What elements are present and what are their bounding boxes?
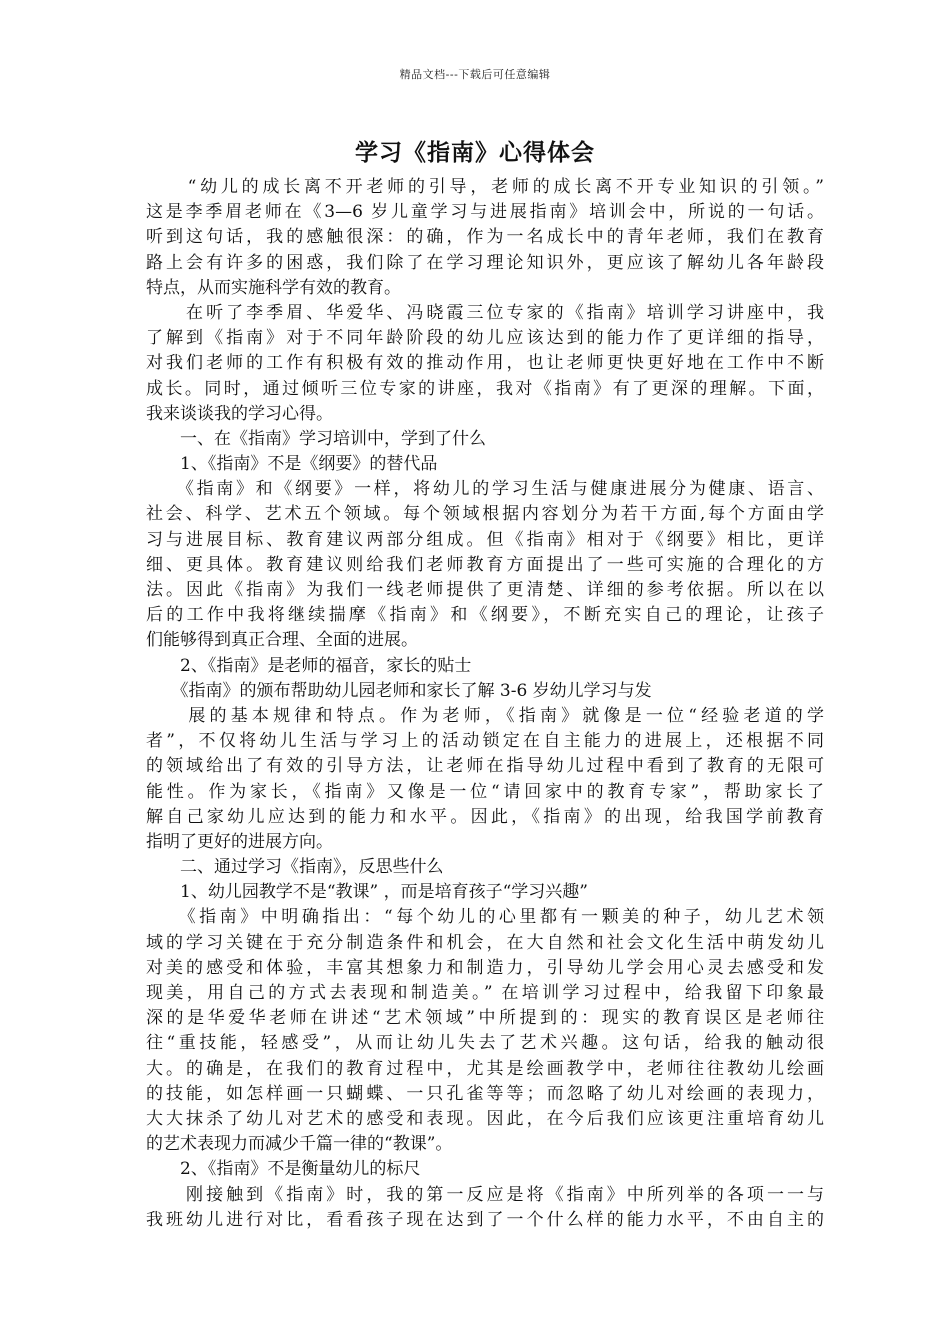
body-line: 域的学习关键在于充分制造条件和机会，在大自然和社会文化生活中萌发幼儿	[146, 932, 824, 953]
body-line: 二、通过学习《指南》，反思些什么	[146, 857, 444, 878]
body-line: 路上会有许多的困惑，我们除了在学习理论知识外，更应该了解幼儿各年龄段	[146, 252, 824, 273]
body-line: 在听了李季眉、华爱华、冯晓霞三位专家的《指南》培训学习讲座中，我	[146, 302, 824, 323]
body-line: 后的工作中我将继续揣摩《指南》和《纲要》，不断充实自己的理论，让孩子	[146, 605, 824, 626]
body-line: 特点，从而实施科学有效的教育。	[146, 277, 401, 298]
body-line: 指明了更好的进展方向。	[146, 831, 333, 852]
body-line: 社会、科学、艺术五个领域。每个领域根据内容划分为若干方面,每个方面由学	[146, 504, 824, 525]
body-line: 习与进展目标、教育建议两部分组成。但《指南》相对于《纲要》相比，更详	[146, 529, 824, 550]
body-line: 1、《指南》不是《纲要》的替代品	[146, 454, 438, 475]
body-line: 展的基本规律和特点。作为老师，《指南》就像是一位“经验老道的学	[146, 705, 824, 726]
body-line: 1、幼儿园教学不是“教课” ，而是培育孩子“学习兴趣”	[146, 882, 588, 903]
body-line: 大大抹杀了幼儿对艺术的感受和表现。因此，在今后我们应该更注重培育幼儿	[146, 1108, 824, 1129]
body-line: 解自己家幼儿应达到的能力和水平。因此，《指南》的出现，给我国学前教育	[146, 806, 824, 827]
body-line: 一、在《指南》学习培训中，学到了什么	[146, 428, 486, 449]
body-line: 我来谈谈我的学习心得。	[146, 403, 333, 424]
body-line: 能性。作为家长，《指南》又像是一位“请回家中的教育专家”，帮助家长了	[146, 781, 824, 802]
body-line: 的艺术表现力而减少千篇一律的“教课”。	[146, 1134, 453, 1155]
body-line: 往“重技能，轻感受”，从而让幼儿失去了艺术兴趣。这句话，给我的触动很	[146, 1033, 824, 1054]
body-line: 成长。同时，通过倾听三位专家的讲座，我对《指南》有了更深的理解。下面，	[146, 378, 824, 399]
body-line: 这是李季眉老师在《3—6 岁儿童学习与进展指南》培训会中，所说的一句话。	[146, 202, 824, 223]
body-line: 细、更具体。教育建议则给我们老师教育方面提出了一些可实施的合理化的方	[146, 554, 824, 575]
body-line: 《指南》和《纲要》一样，将幼儿的学习生活与健康进展分为健康、语言、	[146, 479, 824, 500]
body-line: 了解到《指南》对于不同年龄阶段的幼儿应该达到的能力作了更详细的指导，	[146, 328, 824, 349]
body-line: 对我们老师的工作有积极有效的推动作用，也让老师更快更好地在工作中不断	[146, 353, 824, 374]
body-line: 深的是华爱华老师在讲述“艺术领域”中所提到的：现实的教育误区是老师往	[146, 1008, 824, 1029]
body-line: 法。因此《指南》为我们一线老师提供了更清楚、详细的参考依据。所以在以	[146, 580, 824, 600]
body-line: 刚接触到《指南》时，我的第一反应是将《指南》中所列举的各项一一与	[146, 1184, 824, 1205]
document-header-note: 精品文档---下载后可任意编辑	[399, 68, 551, 81]
body-line: 听到这句话，我的感触很深：的确，作为一名成长中的青年老师，我们在教育	[146, 227, 824, 248]
body-line: 对美的感受和体验，丰富其想象力和制造力，引导幼儿学会用心灵去感受和发	[146, 957, 824, 978]
document-title: 学习《指南》心得体会	[355, 139, 595, 166]
body-line: 的技能，如怎样画一只蝴蝶、一只孔雀等等；而忽略了幼儿对绘画的表现力，	[146, 1083, 824, 1104]
body-line: 现美，用自己的方式去表现和制造美。” 在培训学习过程中，给我留下印象最	[146, 983, 824, 1003]
body-line: 《指南》中明确指出：“每个幼儿的心里都有一颗美的种子，幼儿艺术领	[146, 907, 824, 928]
body-line: 2、《指南》是老师的福音，家长的贴士	[146, 655, 472, 676]
body-line: 2、《指南》不是衡量幼儿的标尺	[146, 1159, 421, 1180]
body-line: 我班幼儿进行对比，看看孩子现在达到了一个什么样的能力水平，不由自主的	[146, 1209, 824, 1230]
body-line: 大。的确是，在我们的教育过程中，尤其是绘画教学中，老师往往教幼儿绘画	[146, 1058, 824, 1079]
body-line: 《指南》的颁布帮助幼儿园老师和家长了解 3-6 岁幼儿学习与发	[146, 680, 652, 701]
body-line: 们能够得到真正合理、全面的进展。	[146, 630, 418, 651]
document-body	[146, 175, 824, 1233]
body-line: 者”，不仅将幼儿生活与学习上的活动锁定在自主能力的进展上，还根据不同	[146, 731, 824, 752]
body-line: 的领域给出了有效的引导方法，让老师在指导幼儿过程中看到了教育的无限可	[146, 756, 824, 777]
body-line: “幼儿的成长离不开老师的引导，老师的成长离不开专业知识的引领。”	[146, 177, 824, 197]
